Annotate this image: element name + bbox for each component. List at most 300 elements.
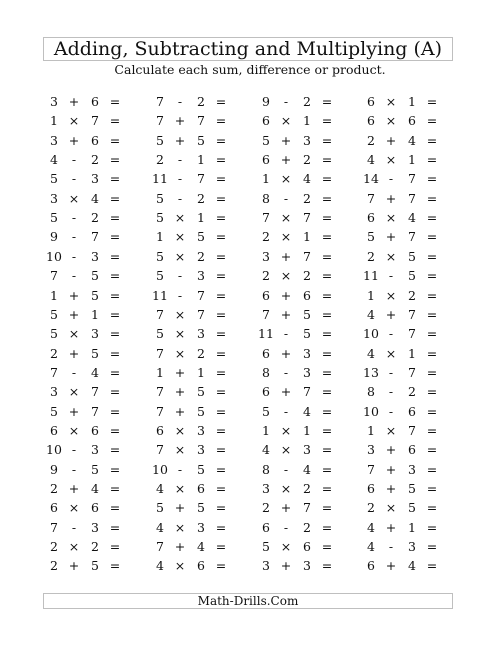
equals-sign: = [215,364,227,380]
operand-a: 3 [50,132,58,148]
problem [360,499,460,517]
operand-b: 6 [408,442,416,458]
equals-sign: = [321,287,333,303]
operator: × [174,345,186,361]
problem [149,151,249,169]
equals-sign: = [321,171,333,187]
operator: × [280,229,292,245]
operand-a: 2 [367,500,375,516]
problem [360,248,460,266]
problem [43,93,143,111]
problem [43,422,143,440]
equals-sign: = [215,152,227,168]
operand-b: 6 [408,403,416,419]
operand-b: 2 [91,152,99,168]
footer-credit: Math-Drills.Com [197,594,299,608]
operator: × [385,345,397,361]
operand-a: 2 [262,268,270,284]
operand-a: 6 [50,500,58,516]
equals-sign: = [426,345,438,361]
operand-a: 2 [50,539,58,555]
operator: - [71,268,77,284]
operator: + [280,287,292,303]
operand-a: 11 [152,171,168,187]
operator: + [174,384,186,400]
operator: × [280,268,292,284]
operator: - [388,384,394,400]
operand-a: 2 [262,229,270,245]
operand-a: 1 [156,364,164,380]
problem [43,170,143,188]
operand-a: 1 [367,287,375,303]
operator: × [174,306,186,322]
problem [43,248,143,266]
operator: × [174,248,186,264]
equals-sign: = [321,364,333,380]
problem [43,190,143,208]
equals-sign: = [109,519,121,535]
operand-a: 7 [262,306,270,322]
operand-a: 5 [50,326,58,342]
operator: - [283,190,289,206]
operand-a: 4 [50,152,58,168]
operand-b: 2 [91,539,99,555]
problem-grid [0,93,500,578]
operand-a: 6 [262,287,270,303]
operand-b: 4 [408,210,416,226]
equals-sign: = [426,229,438,245]
problem [360,364,460,382]
operand-b: 1 [197,210,205,226]
operand-a: 1 [50,287,58,303]
problem [43,267,143,285]
operand-b: 2 [303,268,311,284]
equals-sign: = [426,326,438,342]
operator: + [385,190,397,206]
equals-sign: = [109,287,121,303]
equals-sign: = [215,500,227,516]
operand-a: 4 [367,152,375,168]
operator: - [71,152,77,168]
operand-a: 7 [50,268,58,284]
operator: × [280,442,292,458]
operand-a: 10 [363,326,379,342]
operand-a: 2 [50,481,58,496]
operator: × [174,326,186,342]
operand-a: 5 [156,248,164,264]
problem [360,267,460,285]
operand-a: 3 [50,384,58,400]
operand-a: 10 [46,442,62,458]
problem [360,93,460,111]
operator: - [177,268,183,284]
operand-b: 3 [91,326,99,342]
equals-sign: = [215,384,227,400]
operand-b: 1 [408,519,416,535]
operand-a: 6 [367,210,375,226]
operator: - [71,229,77,245]
operand-b: 7 [408,326,416,342]
operator: - [71,248,77,264]
operand-a: 7 [262,210,270,226]
problem [149,132,249,150]
problem [149,248,249,266]
operand-b: 7 [91,229,99,245]
operand-b: 7 [197,171,205,187]
operand-b: 3 [303,345,311,361]
equals-sign: = [215,558,227,574]
operand-b: 1 [91,306,99,322]
operator: + [280,152,292,168]
operator: + [385,306,397,322]
operand-b: 1 [303,229,311,245]
operand-a: 7 [156,442,164,458]
operand-a: 7 [156,403,164,419]
problem [149,267,249,285]
equals-sign: = [215,268,227,284]
operator: - [388,268,394,284]
operand-a: 6 [367,94,375,109]
problem [360,403,460,421]
operator: - [71,461,77,477]
problem [360,422,460,440]
operand-a: 5 [262,132,270,148]
operand-b: 5 [197,132,205,148]
problem [360,209,460,227]
operator: × [385,94,397,109]
operator: × [174,558,186,574]
problem [149,403,249,421]
operand-a: 1 [156,229,164,245]
operand-b: 3 [91,519,99,535]
operand-a: 5 [50,171,58,187]
equals-sign: = [321,306,333,322]
problem [43,441,143,459]
operand-a: 4 [156,558,164,574]
equals-sign: = [426,519,438,535]
equals-sign: = [321,229,333,245]
operand-b: 3 [303,558,311,574]
equals-sign: = [109,171,121,187]
operator: × [385,248,397,264]
equals-sign: = [109,422,121,438]
operand-a: 5 [156,326,164,342]
operator: + [68,306,80,322]
operand-b: 7 [91,403,99,419]
operator: × [280,481,292,496]
operand-b: 5 [408,500,416,516]
problem [360,480,460,498]
operator: × [68,326,80,342]
equals-sign: = [321,268,333,284]
operator: + [68,558,80,574]
operand-a: 3 [262,558,270,574]
problem [360,170,460,188]
operand-a: 2 [50,558,58,574]
equals-sign: = [321,481,333,496]
title-box [43,37,453,61]
operand-a: 6 [262,113,270,129]
problem [255,499,355,517]
operand-b: 5 [303,306,311,322]
equals-sign: = [426,403,438,419]
equals-sign: = [109,442,121,458]
operator: × [68,113,80,129]
operand-a: 10 [363,403,379,419]
operand-b: 3 [408,461,416,477]
problem [255,383,355,401]
operand-b: 3 [197,268,205,284]
equals-sign: = [215,519,227,535]
worksheet-title: Adding, Subtracting and Multiplying (A) [53,38,443,60]
problem [360,287,460,305]
equals-sign: = [426,442,438,458]
operand-a: 5 [156,268,164,284]
operand-b: 5 [197,500,205,516]
operator: - [71,210,77,226]
operator: × [280,113,292,129]
operator: - [283,94,289,109]
operand-b: 3 [197,326,205,342]
equals-sign: = [109,558,121,574]
operand-b: 4 [303,461,311,477]
operand-a: 7 [156,384,164,400]
operand-a: 9 [262,94,270,109]
operand-a: 8 [367,384,375,400]
operator: + [385,461,397,477]
problem [43,364,143,382]
equals-sign: = [109,345,121,361]
operand-a: 2 [156,152,164,168]
operator: × [68,384,80,400]
operator: + [68,345,80,361]
equals-sign: = [426,364,438,380]
operand-b: 5 [408,248,416,264]
operand-b: 4 [91,190,99,206]
operand-b: 5 [91,461,99,477]
operator: + [174,403,186,419]
equals-sign: = [321,345,333,361]
equals-sign: = [215,345,227,361]
equals-sign: = [426,152,438,168]
operator: - [177,190,183,206]
equals-sign: = [109,210,121,226]
problem [43,151,143,169]
operand-b: 2 [303,94,311,109]
operand-a: 7 [50,364,58,380]
operator: - [388,403,394,419]
equals-sign: = [215,171,227,187]
problem [149,306,249,324]
operator: × [280,539,292,555]
operator: - [71,442,77,458]
equals-sign: = [426,539,438,555]
operand-b: 4 [408,132,416,148]
operand-a: 6 [262,384,270,400]
operator: × [174,442,186,458]
operand-a: 11 [152,287,168,303]
operand-b: 4 [408,558,416,574]
operand-b: 7 [303,210,311,226]
equals-sign: = [215,132,227,148]
equals-sign: = [109,500,121,516]
operand-a: 3 [262,248,270,264]
problem [255,228,355,246]
operand-a: 6 [367,113,375,129]
equals-sign: = [109,403,121,419]
operand-b: 7 [303,384,311,400]
problem [43,499,143,517]
operand-a: 7 [367,190,375,206]
operator: × [68,422,80,438]
equals-sign: = [321,210,333,226]
operator: + [174,113,186,129]
operand-a: 5 [50,306,58,322]
equals-sign: = [215,306,227,322]
operand-a: 7 [156,345,164,361]
problem [149,228,249,246]
operand-b: 7 [197,287,205,303]
equals-sign: = [109,384,121,400]
operand-b: 2 [303,152,311,168]
operand-b: 5 [91,268,99,284]
operator: - [177,152,183,168]
operator: × [174,481,186,496]
operand-b: 2 [197,190,205,206]
operator: - [283,403,289,419]
problem [43,228,143,246]
operand-a: 2 [262,500,270,516]
equals-sign: = [321,519,333,535]
operand-a: 10 [46,248,62,264]
equals-sign: = [426,500,438,516]
operand-b: 1 [408,94,416,109]
operand-a: 6 [50,422,58,438]
operand-a: 1 [262,422,270,438]
operand-b: 7 [408,422,416,438]
operand-a: 4 [367,539,375,555]
equals-sign: = [215,229,227,245]
operand-b: 1 [303,422,311,438]
operand-a: 9 [50,461,58,477]
equals-sign: = [426,113,438,129]
problem [360,228,460,246]
operator: - [283,364,289,380]
problem [43,538,143,556]
operand-b: 4 [197,539,205,555]
operator: × [68,500,80,516]
operator: - [388,171,394,187]
problem [43,383,143,401]
problem [360,383,460,401]
operand-b: 4 [91,364,99,380]
operand-b: 7 [408,364,416,380]
problem [255,287,355,305]
operand-b: 2 [91,210,99,226]
problem [360,538,460,556]
problem [149,538,249,556]
operator: + [385,519,397,535]
equals-sign: = [321,384,333,400]
operand-b: 3 [197,442,205,458]
operator: - [71,364,77,380]
problem [149,112,249,130]
problem [149,557,249,575]
worksheet-instructions: Calculate each sum, difference or product. [114,62,386,77]
problem [149,461,249,479]
operator: + [280,306,292,322]
operator: + [280,132,292,148]
operand-b: 5 [197,384,205,400]
problem [43,132,143,150]
operand-a: 5 [262,539,270,555]
operator: + [68,287,80,303]
equals-sign: = [321,422,333,438]
operand-a: 3 [262,481,270,496]
operand-a: 4 [262,442,270,458]
operand-a: 3 [50,94,58,109]
problem [255,190,355,208]
equals-sign: = [215,190,227,206]
problem [43,557,143,575]
operator: + [385,132,397,148]
operand-b: 5 [408,481,416,496]
equals-sign: = [321,248,333,264]
equals-sign: = [321,94,333,109]
operand-b: 1 [408,345,416,361]
operator: - [283,461,289,477]
equals-sign: = [215,326,227,342]
equals-sign: = [426,306,438,322]
operand-a: 7 [156,306,164,322]
operand-a: 4 [367,306,375,322]
equals-sign: = [109,229,121,245]
operator: + [68,403,80,419]
operand-b: 2 [197,345,205,361]
operand-a: 7 [50,519,58,535]
operand-a: 1 [262,171,270,187]
operand-a: 11 [363,268,379,284]
problem [360,557,460,575]
equals-sign: = [426,248,438,264]
equals-sign: = [426,132,438,148]
operand-a: 7 [156,539,164,555]
operand-a: 8 [262,190,270,206]
operator: + [385,229,397,245]
operator: + [68,132,80,148]
operand-b: 1 [303,113,311,129]
problem [255,112,355,130]
operand-b: 6 [91,422,99,438]
operator: - [283,519,289,535]
operand-a: 9 [50,229,58,245]
equals-sign: = [215,481,227,496]
operator: × [385,500,397,516]
operand-a: 4 [367,519,375,535]
problem [360,325,460,343]
operator: - [71,519,77,535]
problem [149,480,249,498]
problem [255,538,355,556]
operand-a: 11 [258,326,274,342]
operand-b: 6 [197,481,205,496]
operator: × [280,210,292,226]
equals-sign: = [426,384,438,400]
operator: - [177,461,183,477]
problem [360,190,460,208]
operand-b: 5 [91,558,99,574]
equals-sign: = [321,461,333,477]
